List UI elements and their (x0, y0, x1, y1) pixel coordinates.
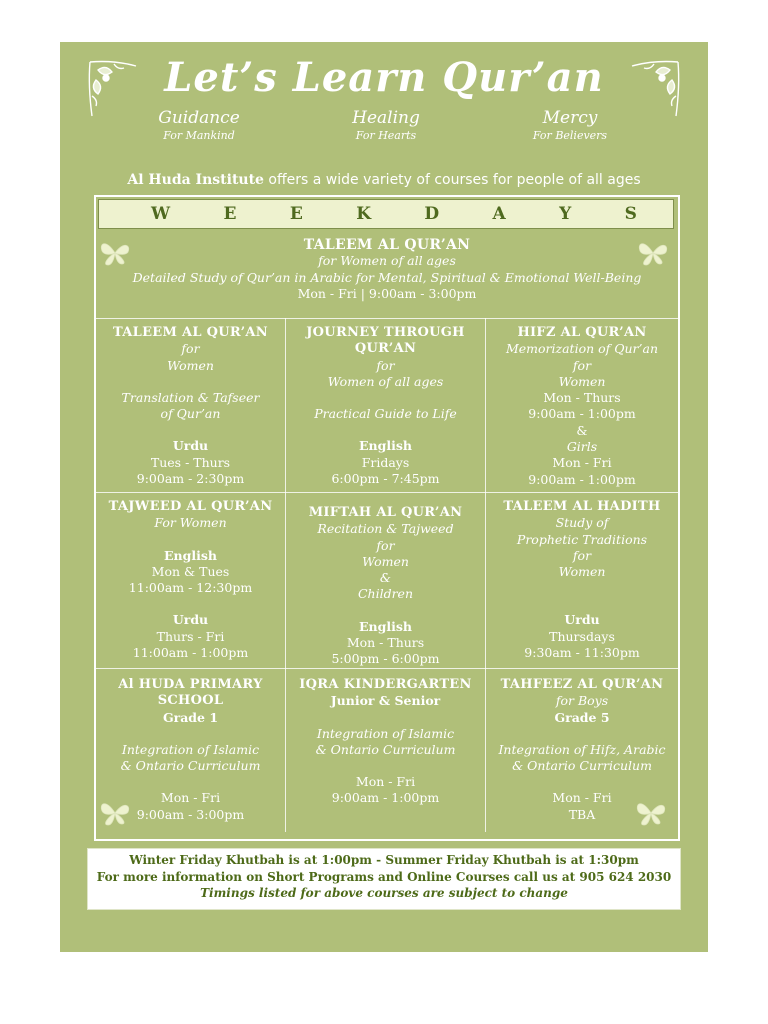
course-time: 9:00am - 1:00pm (528, 406, 636, 422)
course-line: Memorization of Qur’an (505, 341, 659, 357)
course-days: Thurs - Fri (156, 628, 225, 644)
course-title: HIFZ AL QUR’AN (517, 325, 647, 340)
course-line: Integration of Islamic (121, 741, 260, 757)
course-time: 11:00am - 12:30pm (128, 580, 253, 596)
notice-khutbah: Winter Friday Khutbah is at 1:00pm - Summer Friday Khutbah is at 1:30pm (129, 853, 639, 867)
course-days: Tues - Thurs (150, 454, 231, 470)
course-days: Mon - Thurs (346, 635, 425, 651)
course-grade: Grade 1 (162, 709, 219, 725)
course-language: Urdu (172, 612, 209, 628)
course-card (96, 495, 285, 667)
course-line: for (572, 547, 592, 563)
course-title: TALEEM AL QUR’AN (303, 237, 471, 253)
virtue-healing (306, 108, 466, 142)
course-line: Women of all ages (327, 373, 444, 389)
course-line: for Boys (555, 693, 609, 709)
virtue-sub: For Mankind (163, 129, 235, 142)
course-audience: for Women of all ages (318, 253, 456, 269)
course-line: for (181, 341, 200, 357)
course-time: TBA (568, 806, 596, 822)
course-card (286, 673, 485, 833)
course-time: 6:00pm - 7:45pm (331, 471, 440, 487)
course-time: 9:30am - 11:30pm (524, 645, 640, 661)
intro-body: offers a wide variety of courses for people of all ages (263, 172, 641, 188)
featured-course (96, 233, 678, 317)
course-days: Fridays (361, 454, 410, 470)
weekdays-letter: W (151, 204, 171, 224)
course-line: Women (558, 564, 606, 580)
course-card (486, 495, 678, 667)
course-line: Recitation & Tajweed (317, 521, 454, 537)
course-card (286, 501, 485, 667)
course-line: Practical Guide to Life (314, 406, 457, 422)
virtue-guidance (119, 108, 279, 142)
course-language: English (164, 547, 217, 563)
course-line: of Qur’an (160, 406, 221, 422)
notice-disclaimer: Timings listed for above courses are subject to change (200, 886, 568, 900)
course-line: Women (362, 553, 409, 569)
intro-text (60, 172, 708, 188)
course-line: Study of (555, 515, 609, 531)
weekdays-letter: A (492, 204, 506, 224)
course-days: Thursdays (549, 628, 615, 644)
course-card (486, 321, 678, 491)
course-line: Women (167, 357, 214, 373)
course-card (96, 673, 285, 833)
course-card (286, 321, 485, 491)
course-time: 11:00am - 1:00pm (132, 645, 249, 661)
flyer (60, 42, 708, 952)
institute-name: Al Huda Institute (127, 172, 264, 188)
course-line: Prophetic Traditions (516, 531, 648, 547)
course-days: Mon & Tues (151, 563, 230, 579)
course-days: Mon - Fri (552, 790, 612, 806)
course-title: TALEEM AL HADITH (503, 499, 661, 514)
course-line: Women (558, 373, 606, 389)
course-title: IQRA KINDERGARTEN (299, 677, 472, 692)
course-title: SCHOOL (157, 693, 224, 709)
course-time: 9:00am - 1:00pm (528, 471, 636, 487)
course-line: Integration of Islamic (316, 725, 455, 741)
course-language: Urdu (564, 612, 600, 628)
course-days: Mon - Fri (355, 774, 416, 790)
course-title: QUR’AN (354, 341, 417, 357)
page-title: Let’s Learn Qur’an (164, 54, 604, 101)
course-title: TAJWEED AL QUR’AN (108, 499, 273, 514)
course-title: Al HUDA PRIMARY (118, 677, 263, 692)
virtue-name: Guidance (158, 108, 240, 128)
course-title: MIFTAH AL QUR’AN (308, 505, 463, 520)
course-time: 9:00am - 3:00pm (136, 806, 245, 822)
course-grade: Junior & Senior (330, 693, 441, 709)
weekdays-letter: Y (559, 204, 572, 224)
course-line: Children (357, 586, 414, 602)
course-card (486, 673, 678, 833)
course-description: Detailed Study of Qur’an in Arabic for Mental, Spiritual & Emotional Well-Being (132, 269, 642, 285)
course-line: For Women (154, 515, 227, 531)
course-title: TALEEM AL QUR’AN (113, 325, 268, 340)
course-time: 9:00am - 2:30pm (136, 471, 245, 487)
course-line: Girls (566, 439, 598, 455)
course-line: & (379, 570, 392, 586)
weekdays-letter: E (223, 204, 237, 224)
notice-box (87, 848, 681, 910)
weekdays-header (98, 199, 674, 229)
course-schedule: Mon - Fri | 9:00am - 3:00pm (297, 285, 477, 301)
course-card (96, 321, 285, 491)
virtue-name: Healing (352, 108, 420, 128)
course-line: Translation & Tafseer (121, 389, 260, 405)
course-language: English (359, 618, 412, 634)
course-grid (94, 195, 680, 841)
course-time: 9:00am - 1:00pm (331, 790, 440, 806)
virtue-sub: For Hearts (355, 129, 417, 142)
course-grade: Grade 5 (554, 709, 610, 725)
course-line: & (576, 422, 588, 438)
course-line: & Ontario Curriculum (120, 758, 261, 774)
divider (96, 318, 678, 319)
course-days: Mon - Fri (160, 790, 221, 806)
virtue-sub: For Believers (532, 129, 608, 142)
divider (96, 668, 678, 669)
course-time: 5:00pm - 6:00pm (331, 651, 440, 667)
course-language: Urdu (172, 438, 209, 454)
course-language: English (359, 438, 412, 454)
weekdays-letter: E (289, 204, 303, 224)
virtue-name: Mercy (542, 108, 598, 128)
notice-contact: For more information on Short Programs and Online Courses call us at 905 624 2030 (96, 869, 672, 884)
course-days: Mon - Thurs (543, 390, 621, 406)
weekdays-letter: D (424, 204, 440, 224)
weekdays-letter: K (356, 204, 371, 224)
divider (96, 492, 678, 493)
course-title: JOURNEY THROUGH (306, 325, 465, 340)
course-title: TAHFEEZ AL QUR’AN (500, 677, 664, 692)
course-line: Integration of Hifz, Arabic (498, 741, 666, 757)
course-line: for (376, 537, 395, 553)
course-line: for (376, 357, 395, 373)
course-days: Mon - Fri (552, 455, 612, 471)
course-line: for (572, 357, 592, 373)
virtue-mercy (490, 108, 650, 142)
course-line: & Ontario Curriculum (315, 741, 456, 757)
course-line: & Ontario Curriculum (512, 758, 652, 774)
weekdays-letter: S (624, 204, 637, 224)
